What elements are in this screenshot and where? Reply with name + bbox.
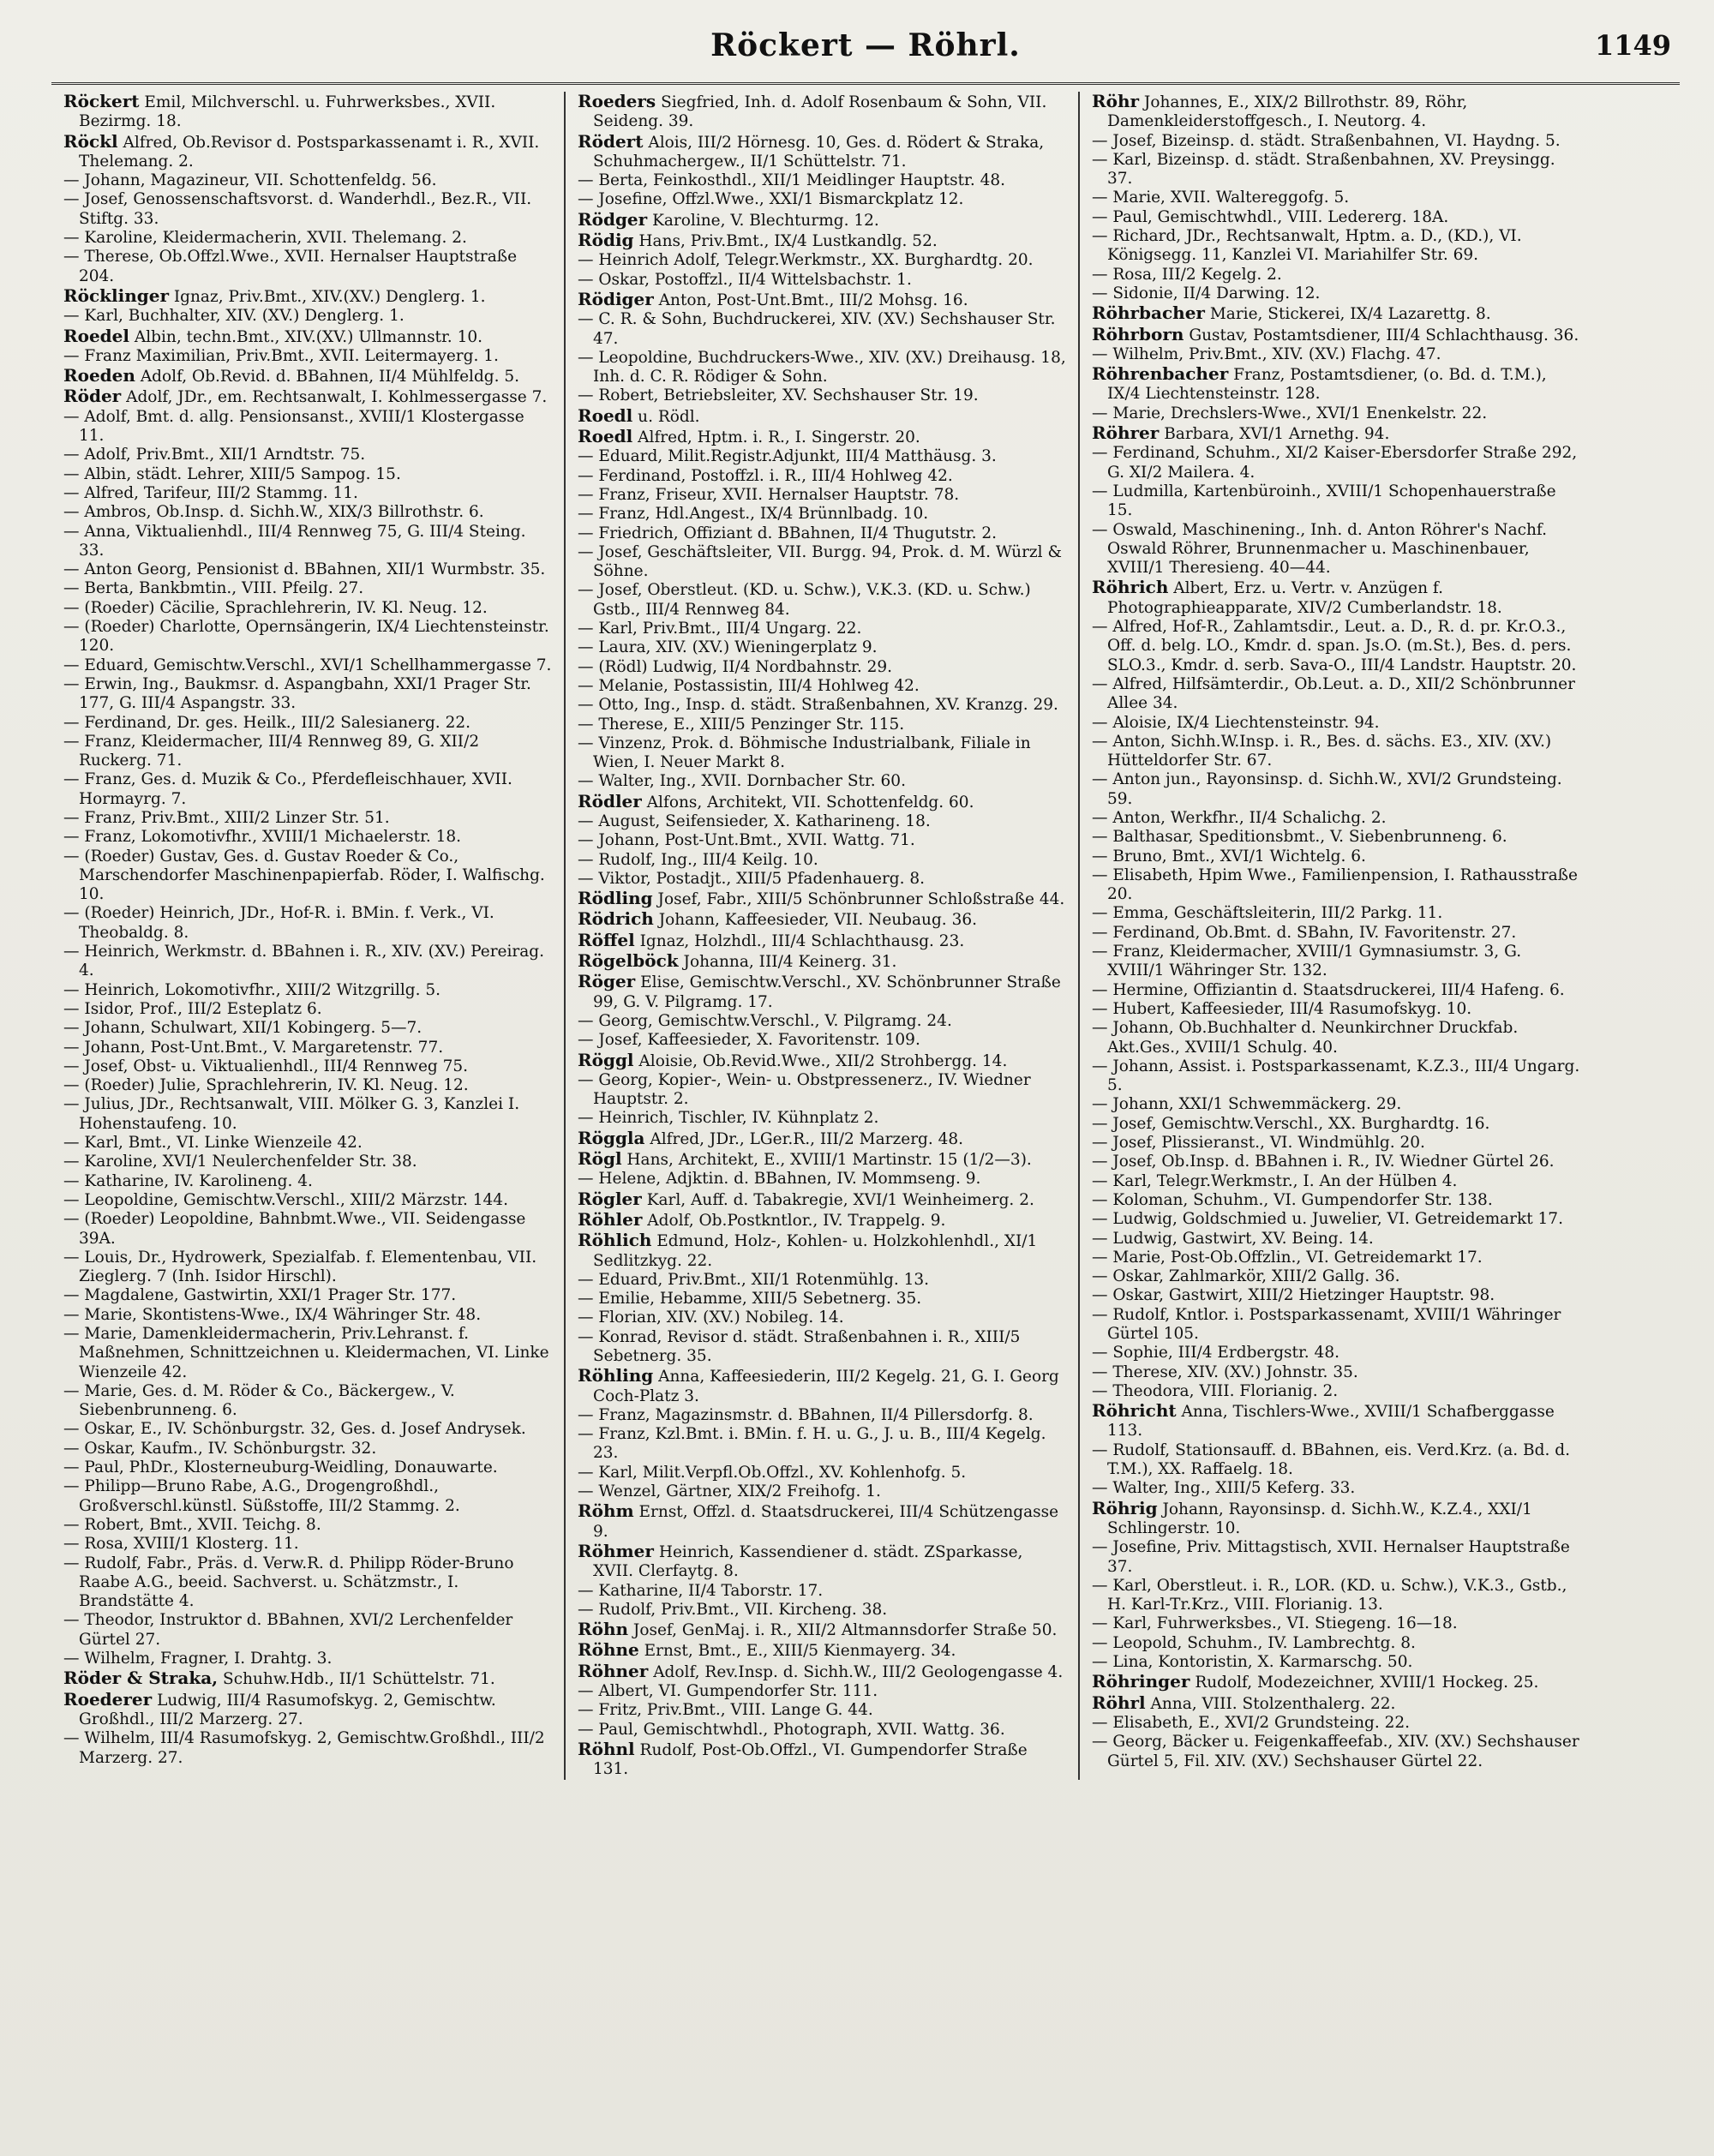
directory-entry: — Elisabeth, Hpim Wwe., Familienpension, I. Rathausstraße 20. xyxy=(1092,865,1578,904)
directory-entry: Röckl Alfred, Ob.Revisor d. Postsparkassenamt i. R., XVII. Thelemang. 2. xyxy=(63,130,540,171)
directory-entry: — Viktor, Postadjt., XIII/5 Pfadenhauerg. 8. xyxy=(578,869,926,888)
directory-entry: — Florian, XIV. (XV.) Nobileg. 14. xyxy=(578,1309,844,1327)
directory-entry: — Karoline, Kleidermacherin, XVII. Thelemang. 2. xyxy=(63,229,467,248)
directory-entry: Rödler Alfons, Architekt, VII. Schottenfeldg. 60. xyxy=(578,790,974,811)
directory-entry: — Eduard, Priv.Bmt., XII/1 Rotenmühlg. 13. xyxy=(578,1270,930,1289)
directory-entry: Roeden Adolf, Ob.Revid. d. BBahnen, II/4 Mühlfeldg. 5. xyxy=(63,365,520,386)
directory-entry: — Josef, Obst- u. Viktualienhdl., III/4 Rennweg 75. xyxy=(63,1057,469,1075)
directory-entry: Rödrich Johann, Kaffeesieder, VII. Neubaug. 36. xyxy=(578,908,977,930)
directory-entry: — Katharine, II/4 Taborstr. 17. xyxy=(578,1581,824,1600)
page-title: Röckert — Röhrl. xyxy=(710,27,1021,63)
directory-entry: Röhrig Johann, Rayonsinsp. d. Sichh.W., K.Z.4., XXI/1 Schlingerstr. 10. xyxy=(1092,1497,1532,1537)
directory-entry: — Leopoldine, Gemischtw.Verschl., XIII/2 Märzstr. 144. xyxy=(63,1190,508,1209)
directory-entry: Röhler Adolf, Ob.Postkntlor., IV. Trappelg. 9. xyxy=(578,1208,946,1230)
directory-entry: — Georg, Kopier-, Wein- u. Obstpressenerz., IV. Wiedner Hauptstr. 2. xyxy=(578,1070,1031,1109)
directory-entry: — Franz, Ges. d. Muzik & Co., Pferdefleischhauer, XVII. Hormayrg. 7. xyxy=(63,770,512,808)
directory-entry: — Karl, Oberstleut. i. R., LOR. (KD. u. Schw.), V.K.3., Gstb., H. Karl-Tr.Krz., VIII. Florianig. 13. xyxy=(1092,1576,1567,1614)
directory-entry: Röggla Alfred, JDr., LGer.R., III/2 Marzerg. 48. xyxy=(578,1127,964,1148)
directory-entry: — Alfred, Hilfsämterdir., Ob.Leut. a. D., XII/2 Schönbrunner Allee 34. xyxy=(1092,674,1575,713)
directory-entry: — Rudolf, Priv.Bmt., VII. Kircheng. 38. xyxy=(578,1600,888,1619)
directory-entry: — Oswald, Maschinening., Inh. d. Anton Röhrer's Nachf. Oswald Röhrer, Brunnenmacher u. Maschinenbauer, XVIII/1 Theresieng. 40—44. xyxy=(1092,520,1547,578)
directory-entry: — Johann, Magazineur, VII. Schottenfeldg. 56. xyxy=(63,171,437,190)
directory-entry: Röhnl Rudolf, Post-Ob.Offzl., VI. Gumpendorfer Straße 131. xyxy=(578,1738,1028,1779)
directory-entry: — Wilhelm, III/4 Rasumofskyg. 2, Gemischtw.Großhdl., III/2 Marzerg. 27. xyxy=(63,1729,545,1767)
directory-entry: Röhrborn Gustav, Postamtsdiener, III/4 Schlachthausg. 36. xyxy=(1092,323,1579,344)
directory-entry: — Alfred, Tarifeur, III/2 Stammg. 11. xyxy=(63,483,358,502)
directory-entry: — Paul, Gemischtwhdl., VIII. Ledererg. 18A. xyxy=(1092,207,1449,226)
directory-entry: — Franz, Lokomotivfhr., XVIII/1 Michaelerstr. 18. xyxy=(63,828,462,847)
directory-entry: — Theodora, VIII. Florianig. 2. xyxy=(1092,1381,1339,1400)
directory-entry: — Emilie, Hebamme, XIII/5 Sebetnerg. 35. xyxy=(578,1290,922,1309)
directory-entry: — Marie, Drechslers-Wwe., XVI/1 Enenkelstr. 22. xyxy=(1092,404,1488,422)
directory-entry: — Karoline, XVI/1 Neulerchenfelder Str. 38. xyxy=(63,1153,417,1171)
directory-entry: — Lina, Kontoristin, X. Karmarschg. 50. xyxy=(1092,1653,1413,1672)
directory-entry: — Ludmilla, Kartenbüroinh., XVIII/1 Schopenhauerstraße 15. xyxy=(1092,482,1556,520)
directory-entry: — Oskar, Kaufm., IV. Schönburgstr. 32. xyxy=(63,1439,377,1458)
directory-entry: Röhlich Edmund, Holz-, Kohlen- u. Holzkohlenhdl., XI/1 Sedlitzkyg. 22. xyxy=(578,1230,1038,1270)
directory-entry: — Therese, Ob.Offzl.Wwe., XVII. Hernalser Hauptstraße 204. xyxy=(63,248,518,285)
directory-entry: — Franz, Kleidermacher, III/4 Rennweg 89, G. XII/2 Ruckerg. 71. xyxy=(63,732,480,770)
directory-entry: — Konrad, Revisor d. städt. Straßenbahnen i. R., XIII/5 Sebetnerg. 35. xyxy=(578,1327,1021,1365)
directory-entry: Roedl Alfred, Hptm. i. R., I. Singerstr. 20. xyxy=(578,426,920,447)
directory-entry: — Albin, städt. Lehrer, XIII/5 Sampog. 15. xyxy=(63,464,401,483)
directory-entry: — Franz, Friseur, XVII. Hernalser Hauptstr. 78. xyxy=(578,485,960,504)
directory-entry: — Oskar, Postoffzl., II/4 Wittelsbachstr. 1. xyxy=(578,270,912,289)
directory-entry: — Marie, Damenkleidermacherin, Priv.Lehranst. f. Maßnehmen, Schnittzeichnen u. Kleidermachen, VI. Linke Wienzeile 42. xyxy=(63,1325,549,1381)
directory-entry: — Karl, Bizeinsp. d. städt. Straßenbahnen, XV. Preysingg. 37. xyxy=(1092,150,1555,189)
directory-entry: — Richard, JDr., Rechtsanwalt, Hptm. a. D., (KD.), VI. Königsegg. 11, Kanzlei VI. Mariahilfer Str. 69. xyxy=(1092,227,1522,265)
directory-entry: Röhringer Rudolf, Modezeichner, XVIII/1 Hockeg. 25. xyxy=(1092,1671,1539,1692)
directory-entry: — Erwin, Ing., Baukmsr. d. Aspangbahn, XXI/1 Prager Str. 177, G. III/4 Aspangstr. 33. xyxy=(63,674,531,713)
directory-entry: — Laura, XIV. (XV.) Wieningerplatz 9. xyxy=(578,638,878,657)
directory-entry: — Julius, JDr., Rechtsanwalt, VIII. Mölker G. 3, Kanzlei I. Hohenstaufeng. 10. xyxy=(63,1095,520,1133)
directory-entry: Röhm Ernst, Offzl. d. Staatsdruckerei, III/4 Schützengasse 9. xyxy=(578,1500,1059,1541)
directory-entry: — Franz, Kleidermacher, XVIII/1 Gymnasiumstr. 3, G. XVIII/1 Währinger Str. 132. xyxy=(1092,943,1522,980)
directory-entry: — Anton, Werkfhr., II/4 Schalichg. 2. xyxy=(1092,808,1387,827)
directory-entry: — Josef, Ob.Insp. d. BBahnen i. R., IV. Wiedner Gürtel 26. xyxy=(1092,1153,1555,1171)
directory-entry: — (Rödl) Ludwig, II/4 Nordbahnstr. 29. xyxy=(578,657,893,676)
directory-entry: — Anna, Viktualienhdl., III/4 Rennweg 75, G. III/4 Steing. 33. xyxy=(63,522,526,560)
directory-entry: — Walter, Ing., XVII. Dornbacher Str. 60. xyxy=(578,772,906,791)
directory-entry: — Josef, Genossenschaftsvorst. d. Wanderhdl., Bez.R., VII. Stiftg. 33. xyxy=(63,190,532,228)
directory-entry: — Rudolf, Ing., III/4 Keilg. 10. xyxy=(578,850,818,869)
directory-entry: — Eduard, Milit.Registr.Adjunkt, III/4 Matthäusg. 3. xyxy=(578,447,997,466)
directory-entry: — Franz, Kzl.Bmt. i. BMin. f. H. u. G., J. u. B., III/4 Kegelg. 23. xyxy=(578,1425,1046,1463)
directory-entry: — Anton jun., Rayonsinsp. d. Sichh.W., XVI/2 Grundsteing. 59. xyxy=(1092,770,1562,808)
directory-entry: — Bruno, Bmt., XVI/1 Wichtelg. 6. xyxy=(1092,847,1366,865)
directory-entry: — Karl, Telegr.Werkmstr., I. An der Hülben 4. xyxy=(1092,1171,1458,1190)
directory-entry: — Therese, E., XIII/5 Penzinger Str. 115. xyxy=(578,715,905,734)
directory-entry: — Heinrich, Werkmstr. d. BBahnen i. R., XIV. (XV.) Pereirag. 4. xyxy=(63,943,545,980)
directory-entry: — Josef, Bizeinsp. d. städt. Straßenbahnen, VI. Haydng. 5. xyxy=(1092,131,1561,150)
directory-entry: — Leopold, Schuhm., IV. Lambrechtg. 8. xyxy=(1092,1633,1416,1652)
directory-entry: — Josef, Plissieranst., VI. Windmühlg. 20. xyxy=(1092,1134,1425,1153)
directory-entry: Rödger Karoline, V. Blechturmg. 12. xyxy=(578,208,879,230)
directory-entry: Röhling Anna, Kaffeesiederin, III/2 Kegelg. 21, G. I. Georg Coch-Platz 3. xyxy=(578,1365,1059,1405)
directory-entry: — August, Seifensieder, X. Katharineng. 18. xyxy=(578,811,931,830)
directory-entry: — Marie, XVII. Waltereggofg. 5. xyxy=(1092,189,1350,207)
directory-entry: — Sidonie, II/4 Darwing. 12. xyxy=(1092,284,1321,302)
directory-entry: — Koloman, Schuhm., VI. Gumpendorfer Str. 138. xyxy=(1092,1190,1493,1209)
directory-entry: — Josef, Kaffeesieder, X. Favoritenstr. 109. xyxy=(578,1031,920,1050)
directory-entry: Röhrer Barbara, XVI/1 Arnethg. 94. xyxy=(1092,422,1390,444)
directory-entry: — Karl, Fuhrwerksbes., VI. Stiegeng. 16—18. xyxy=(1092,1614,1458,1633)
directory-entry: — Ferdinand, Ob.Bmt. d. SBahn, IV. Favoritenstr. 27. xyxy=(1092,923,1517,942)
directory-entry: — Berta, Bankbmtin., VIII. Pfeilg. 27. xyxy=(63,579,364,598)
directory-entry: — Ludwig, Goldschmied u. Juwelier, VI. Getreidemarkt 17. xyxy=(1092,1210,1563,1229)
directory-entry: — Marie, Skontistens-Wwe., IX/4 Währinger Str. 48. xyxy=(63,1305,482,1324)
directory-entry: — Heinrich, Tischler, IV. Kühnplatz 2. xyxy=(578,1109,879,1128)
directory-entry: — Wilhelm, Fragner, I. Drahtg. 3. xyxy=(63,1650,333,1668)
directory-entry: — Louis, Dr., Hydrowerk, Spezialfab. f. Elementenbau, VII. Zieglerg. 7 (Inh. Isidor Hirschl). xyxy=(63,1248,537,1286)
directory-entry: — Rudolf, Kntlor. i. Postsparkassenamt, XVIII/1 Währinger Gürtel 105. xyxy=(1092,1305,1561,1343)
directory-entry: — Rudolf, Fabr., Präs. d. Verw.R. d. Philipp Röder-Bruno Raabe A.G., beeid. Sachverst. u. Schätzmstr., I. Brandstätte 4. xyxy=(63,1554,514,1611)
directory-entry: — Isidor, Prof., III/2 Esteplatz 6. xyxy=(63,999,322,1018)
directory-entry: Röhr Johannes, E., XIX/2 Billrothstr. 89, Röhr, Damenkleiderstoffgesch., I. Neutorg. 4. xyxy=(1092,92,1468,131)
directory-entry: — Wilhelm, Priv.Bmt., XIV. (XV.) Flachg. 47. xyxy=(1092,344,1441,363)
directory-entry: — Katharine, IV. Karolineng. 4. xyxy=(63,1171,313,1190)
directory-entry: — Ludwig, Gastwirt, XV. Being. 14. xyxy=(1092,1229,1374,1248)
directory-entry: — Johann, Assist. i. Postsparkassenamt, K.Z.3., III/4 Ungarg. 5. xyxy=(1092,1057,1580,1095)
directory-entry: — Robert, Betriebsleiter, XV. Sechshauser Str. 19. xyxy=(578,386,979,405)
directory-entry: — Karl, Milit.Verpfl.Ob.Offzl., XV. Kohlenhofg. 5. xyxy=(578,1463,967,1482)
directory-entry: — Ferdinand, Schuhm., XI/2 Kaiser-Ebersdorfer Straße 292, G. XI/2 Mailera. 4. xyxy=(1092,444,1578,482)
directory-entry: Röggl Aloisie, Ob.Revid.Wwe., XII/2 Strohbergg. 14. xyxy=(578,1049,1008,1070)
directory-entry: Rögler Karl, Auff. d. Tabakregie, XVI/1 Weinheimerg. 2. xyxy=(578,1188,1034,1209)
directory-entry: Rögl Hans, Architekt, E., XVIII/1 Martinstr. 15 (1/2—3). xyxy=(578,1148,1032,1170)
directory-entry: — Josefine, Offzl.Wwe., XXI/1 Bismarckplatz 12. xyxy=(578,190,964,209)
directory-entry: — Johann, XXI/1 Schwemmäckerg. 29. xyxy=(1092,1095,1402,1114)
directory-entry: Roederer Ludwig, III/4 Rasumofskyg. 2, Gemischtw. Großhdl., III/2 Marzerg. 27. xyxy=(63,1688,496,1728)
directory-entry: — Johann, Ob.Buchhalter d. Neunkirchner Druckfab. Akt.Ges., XVIII/1 Schulg. 40. xyxy=(1092,1019,1519,1057)
directory-entry: — Ambros, Ob.Insp. d. Sichh.W., XIX/3 Billrothstr. 6. xyxy=(63,503,484,522)
directory-entry: Röhne Ernst, Bmt., E., XIII/5 Kienmayerg. 34. xyxy=(578,1639,956,1661)
directory-entry: — Friedrich, Offiziant d. BBahnen, II/4 Thugutstr. 2. xyxy=(578,524,998,542)
directory-entry: Röhmer Heinrich, Kassendiener d. städt. ZSparkasse, XVII. Clerfaytg. 8. xyxy=(578,1540,1023,1581)
directory-entry: — Franz, Hdl.Angest., IX/4 Brünnlbadg. 10. xyxy=(578,505,929,524)
directory-entry: Rödiger Anton, Post-Unt.Bmt., III/2 Mohsg. 16. xyxy=(578,288,968,309)
directory-entry: — Josef, Gemischtw.Verschl., XX. Burghardtg. 16. xyxy=(1092,1114,1490,1133)
directory-entry: — (Roeder) Heinrich, JDr., Hof-R. i. BMin. f. Verk., VI. Theobaldg. 8. xyxy=(63,904,494,942)
directory-entry: — Emma, Geschäftsleiterin, III/2 Parkg. 11. xyxy=(1092,904,1443,923)
directory-entry: — Eduard, Gemischtw.Verschl., XVI/1 Schellhammergasse 7. xyxy=(63,656,552,674)
directory-entry: Röhn Josef, GenMaj. i. R., XII/2 Altmannsdorfer Straße 50. xyxy=(578,1619,1058,1640)
directory-entry: — Magdalene, Gastwirtin, XXI/1 Prager Str. 177. xyxy=(63,1286,457,1305)
directory-entry: — (Roeder) Charlotte, Opernsängerin, IX/4 Liechtensteinstr. 120. xyxy=(63,618,549,656)
directory-entry: — Adolf, Bmt. d. allg. Pensionsanst., XVIII/1 Klostergasse 11. xyxy=(63,407,524,446)
directory-entry: Rödig Hans, Priv.Bmt., IX/4 Lustkandlg. 52. xyxy=(578,230,938,251)
column-3 xyxy=(1080,92,1594,1780)
directory-entry: — Leopoldine, Buchdruckers-Wwe., XIV. (XV.) Dreihausg. 18, Inh. d. C. R. Rödiger & Sohn. xyxy=(578,348,1066,386)
column-2 xyxy=(566,92,1080,1780)
directory-entry: — Hubert, Kaffeesieder, III/4 Rasumofskyg. 10. xyxy=(1092,999,1472,1018)
page-header xyxy=(51,22,1680,85)
directory-entry: — Marie, Ges. d. M. Röder & Co., Bäckergew., V. Siebenbrunneng. 6. xyxy=(63,1381,455,1420)
directory-entry: — Johann, Post-Unt.Bmt., V. Margaretenstr. 77. xyxy=(63,1038,444,1057)
directory-entry: — (Roeder) Leopoldine, Bahnbmt.Wwe., VII. Seidengasse 39A. xyxy=(63,1210,526,1248)
directory-entry: — Paul, Gemischtwhdl., Photograph, XVII. Wattg. 36. xyxy=(578,1720,1005,1739)
directory-entry: — Anton Georg, Pensionist d. BBahnen, XII/1 Wurmbstr. 35. xyxy=(63,560,546,579)
directory-entry: — Albert, VI. Gumpendorfer Str. 111. xyxy=(578,1682,878,1701)
directory-entry: — Josef, Oberstleut. (KD. u. Schw.), V.K.3. (KD. u. Schw.) Gstb., III/4 Rennweg 84. xyxy=(578,581,1031,619)
directory-entry: — Heinrich Adolf, Telegr.Werkmstr., XX. Burghardtg. 20. xyxy=(578,251,1034,270)
directory-entry: — (Roeder) Gustav, Ges. d. Gustav Roeder & Co., Marschendorfer Maschinenpapierfab. Röder, I. Walfischg. 10. xyxy=(63,847,545,904)
directory-entry: Roeders Siegfried, Inh. d. Adolf Rosenbaum & Sohn, VII. Seideng. 39. xyxy=(578,92,1047,131)
directory-entry: Röder & Straka, Schuhw.Hdb., II/1 Schüttelstr. 71. xyxy=(63,1668,495,1689)
directory-entry: — Johann, Post-Unt.Bmt., XVII. Wattg. 71. xyxy=(578,831,915,850)
directory-entry: — Franz, Priv.Bmt., XIII/2 Linzer Str. 51. xyxy=(63,808,390,827)
directory-entry: Röckert Emil, Milchverschl. u. Fuhrwerksbes., XVII. Bezirmg. 18. xyxy=(63,92,496,131)
directory-entry: Rödert Alois, III/2 Hörnesg. 10, Ges. d. Rödert & Straka, Schuhmachergew., II/1 Schüttelstr. 71. xyxy=(578,130,1045,171)
directory-entry: — Rosa, III/2 Kegelg. 2. xyxy=(1092,265,1282,284)
directory-entry: Rödling Josef, Fabr., XIII/5 Schönbrunner Schloßstraße 44. xyxy=(578,888,1065,909)
directory-entry: — Heinrich, Lokomotivfhr., XIII/2 Witzgrillg. 5. xyxy=(63,980,441,999)
directory-entry: — Rudolf, Stationsauff. d. BBahnen, eis. Verd.Krz. (a. Bd. d. T.M.), XX. Raffaelg. 18. xyxy=(1092,1440,1570,1479)
directory-entry: Röhrenbacher Franz, Postamtsdiener, (o. Bd. d. T.M.), IX/4 Liechtensteinstr. 128. xyxy=(1092,363,1547,404)
directory-entry: — Philipp—Bruno Rabe, A.G., Drogengroßhdl., Großverschl.künstl. Süßstoffe, III/2 Stammg. 2. xyxy=(63,1477,460,1515)
directory-entry: — Georg, Bäcker u. Feigenkaffeefab., XIV. (XV.) Sechshauser Gürtel 5, Fil. XIV. (XV.) Sechshauser Gürtel 22. xyxy=(1092,1733,1579,1770)
directory-entry: — Josef, Geschäftsleiter, VII. Burgg. 94, Prok. d. M. Würzl & Söhne. xyxy=(578,542,1062,581)
directory-entry: Röhrbacher Marie, Stickerei, IX/4 Lazarettg. 8. xyxy=(1092,302,1491,324)
directory-entry: — Hermine, Offiziantin d. Staatsdruckerei, III/4 Hafeng. 6. xyxy=(1092,980,1565,999)
directory-entry: — Josefine, Priv. Mittagstisch, XVII. Hernalser Hauptstraße 37. xyxy=(1092,1538,1570,1576)
directory-entry: — Sophie, III/4 Erdbergstr. 48. xyxy=(1092,1344,1339,1362)
directory-entry: — Wenzel, Gärtner, XIX/2 Freihofg. 1. xyxy=(578,1482,881,1501)
directory-entry: Röhrich Albert, Erz. u. Vertr. v. Anzügen f. Photographieapparate, XIV/2 Cumberlandstr. 18. xyxy=(1092,577,1502,617)
directory-entry: — Oskar, Zahlmarkör, XIII/2 Gallg. 36. xyxy=(1092,1267,1400,1286)
directory-entry: — Karl, Bmt., VI. Linke Wienzeile 42. xyxy=(63,1134,363,1153)
directory-entry: Röder Adolf, JDr., em. Rechtsanwalt, I. Kohlmessergasse 7. xyxy=(63,386,548,407)
directory-entry: Röhrl Anna, VIII. Stolzenthalerg. 22. xyxy=(1092,1692,1396,1713)
directory-entry: — Theodor, Instruktor d. BBahnen, XVI/2 Lerchenfelder Gürtel 27. xyxy=(63,1611,513,1649)
directory-entry: — Ferdinand, Postoffzl. i. R., III/4 Hohlweg 42. xyxy=(578,466,953,485)
directory-entry: — Karl, Priv.Bmt., III/4 Ungarg. 22. xyxy=(578,620,862,638)
directory-entry: — Johann, Schulwart, XII/1 Kobingerg. 5—7. xyxy=(63,1019,423,1038)
directory-entry: — Elisabeth, E., XVI/2 Grundsteing. 22. xyxy=(1092,1713,1411,1732)
columns xyxy=(51,92,1680,1780)
column-1 xyxy=(51,92,566,1780)
directory-entry: — Helene, Adjktin. d. BBahnen, IV. Mommseng. 9. xyxy=(578,1170,981,1189)
directory-entry: — Robert, Bmt., XVII. Teichg. 8. xyxy=(63,1515,321,1534)
directory-entry: — Therese, XIV. (XV.) Johnstr. 35. xyxy=(1092,1362,1358,1381)
directory-entry: — Oskar, E., IV. Schönburgstr. 32, Ges. d. Josef Andrysek. xyxy=(63,1420,526,1439)
directory-entry: Röhricht Anna, Tischlers-Wwe., XVIII/1 Schafberggasse 113. xyxy=(1092,1400,1555,1440)
directory-entry: Röger Elise, Gemischtw.Verschl., XV. Schönbrunner Straße 99, G. V. Pilgramg. 17. xyxy=(578,971,1061,1011)
directory-entry: — Paul, PhDr., Klosterneuburg-Weidling, Donauwarte. xyxy=(63,1458,498,1477)
directory-entry: — (Roeder) Julie, Sprachlehrerin, IV. Kl. Neug. 12. xyxy=(63,1076,469,1095)
directory-entry: Röffel Ignaz, Holzhdl., III/4 Schlachthausg. 23. xyxy=(578,929,965,950)
directory-entry: — Anton, Sichh.W.Insp. i. R., Bes. d. sächs. E3., XIV. (XV.) Hütteldorfer Str. 67. xyxy=(1092,732,1552,770)
directory-entry: — Franz, Magazinsmstr. d. BBahnen, II/4 Pillersdorfg. 8. xyxy=(578,1405,1034,1424)
directory-entry: — Ferdinand, Dr. ges. Heilk., III/2 Salesianerg. 22. xyxy=(63,713,470,732)
directory-entry: — Georg, Gemischtw.Verschl., V. Pilgramg. 24. xyxy=(578,1011,952,1030)
directory-entry: Rögelböck Johanna, III/4 Keinerg. 31. xyxy=(578,950,897,972)
directory-entry: — Vinzenz, Prok. d. Böhmische Industrialbank, Filiale in Wien, I. Neuer Markt 8. xyxy=(578,734,1031,772)
directory-entry: — Alfred, Hof-R., Zahlamtsdir., Leut. a. D., R. d. pr. Kr.O.3., Off. d. belg. LO., Kmdr. d. span. Js.O. (m.St.), Bes. d. pers. SLO.3., Kmdr. d. serb. Sava-O., III/4 Landstr. Hauptstr. 20. xyxy=(1092,618,1577,674)
directory-entry: Roedel Albin, techn.Bmt., XIV.(XV.) Ullmannstr. 10. xyxy=(63,325,482,346)
directory-entry: Röhner Adolf, Rev.Insp. d. Sichh.W., III/2 Geologengasse 4. xyxy=(578,1660,1064,1681)
directory-entry: — Franz Maximilian, Priv.Bmt., XVII. Leitermayerg. 1. xyxy=(63,346,499,365)
directory-entry: — Karl, Buchhalter, XIV. (XV.) Denglerg. 1. xyxy=(63,307,405,326)
directory-entry: — Adolf, Priv.Bmt., XII/1 Arndtstr. 75. xyxy=(63,446,366,464)
directory-entry: — Berta, Feinkosthdl., XII/1 Meidlinger Hauptstr. 48. xyxy=(578,171,1006,190)
directory-entry: — Oskar, Gastwirt, XIII/2 Hietzinger Hauptstr. 98. xyxy=(1092,1286,1495,1305)
page-number: 1149 xyxy=(1594,29,1671,62)
directory-entry: — Rosa, XVIII/1 Klosterg. 11. xyxy=(63,1535,299,1554)
directory-entry: — C. R. & Sohn, Buchdruckerei, XIV. (XV.) Sechshauser Str. 47. xyxy=(578,310,1056,348)
directory-entry: — Melanie, Postassistin, III/4 Hohlweg 42. xyxy=(578,676,920,695)
directory-entry: — Aloisie, IX/4 Liechtensteinstr. 94. xyxy=(1092,713,1380,732)
directory-entry: — Walter, Ing., XIII/5 Keferg. 33. xyxy=(1092,1479,1356,1498)
directory-entry: Röcklinger Ignaz, Priv.Bmt., XIV.(XV.) Denglerg. 1. xyxy=(63,284,486,306)
directory-entry: — Balthasar, Speditionsbmt., V. Siebenbrunneng. 6. xyxy=(1092,828,1507,847)
directory-entry: — Otto, Ing., Insp. d. städt. Straßenbahnen, XV. Kranzg. 29. xyxy=(578,696,1058,715)
directory-entry: — Fritz, Priv.Bmt., VIII. Lange G. 44. xyxy=(578,1701,873,1720)
directory-entry: — (Roeder) Cäcilie, Sprachlehrerin, IV. Kl. Neug. 12. xyxy=(63,598,488,617)
directory-entry: — Marie, Post-Ob.Offzlin., VI. Getreidemarkt 17. xyxy=(1092,1248,1483,1267)
directory-entry: Roedl u. Rödl. xyxy=(578,404,700,426)
